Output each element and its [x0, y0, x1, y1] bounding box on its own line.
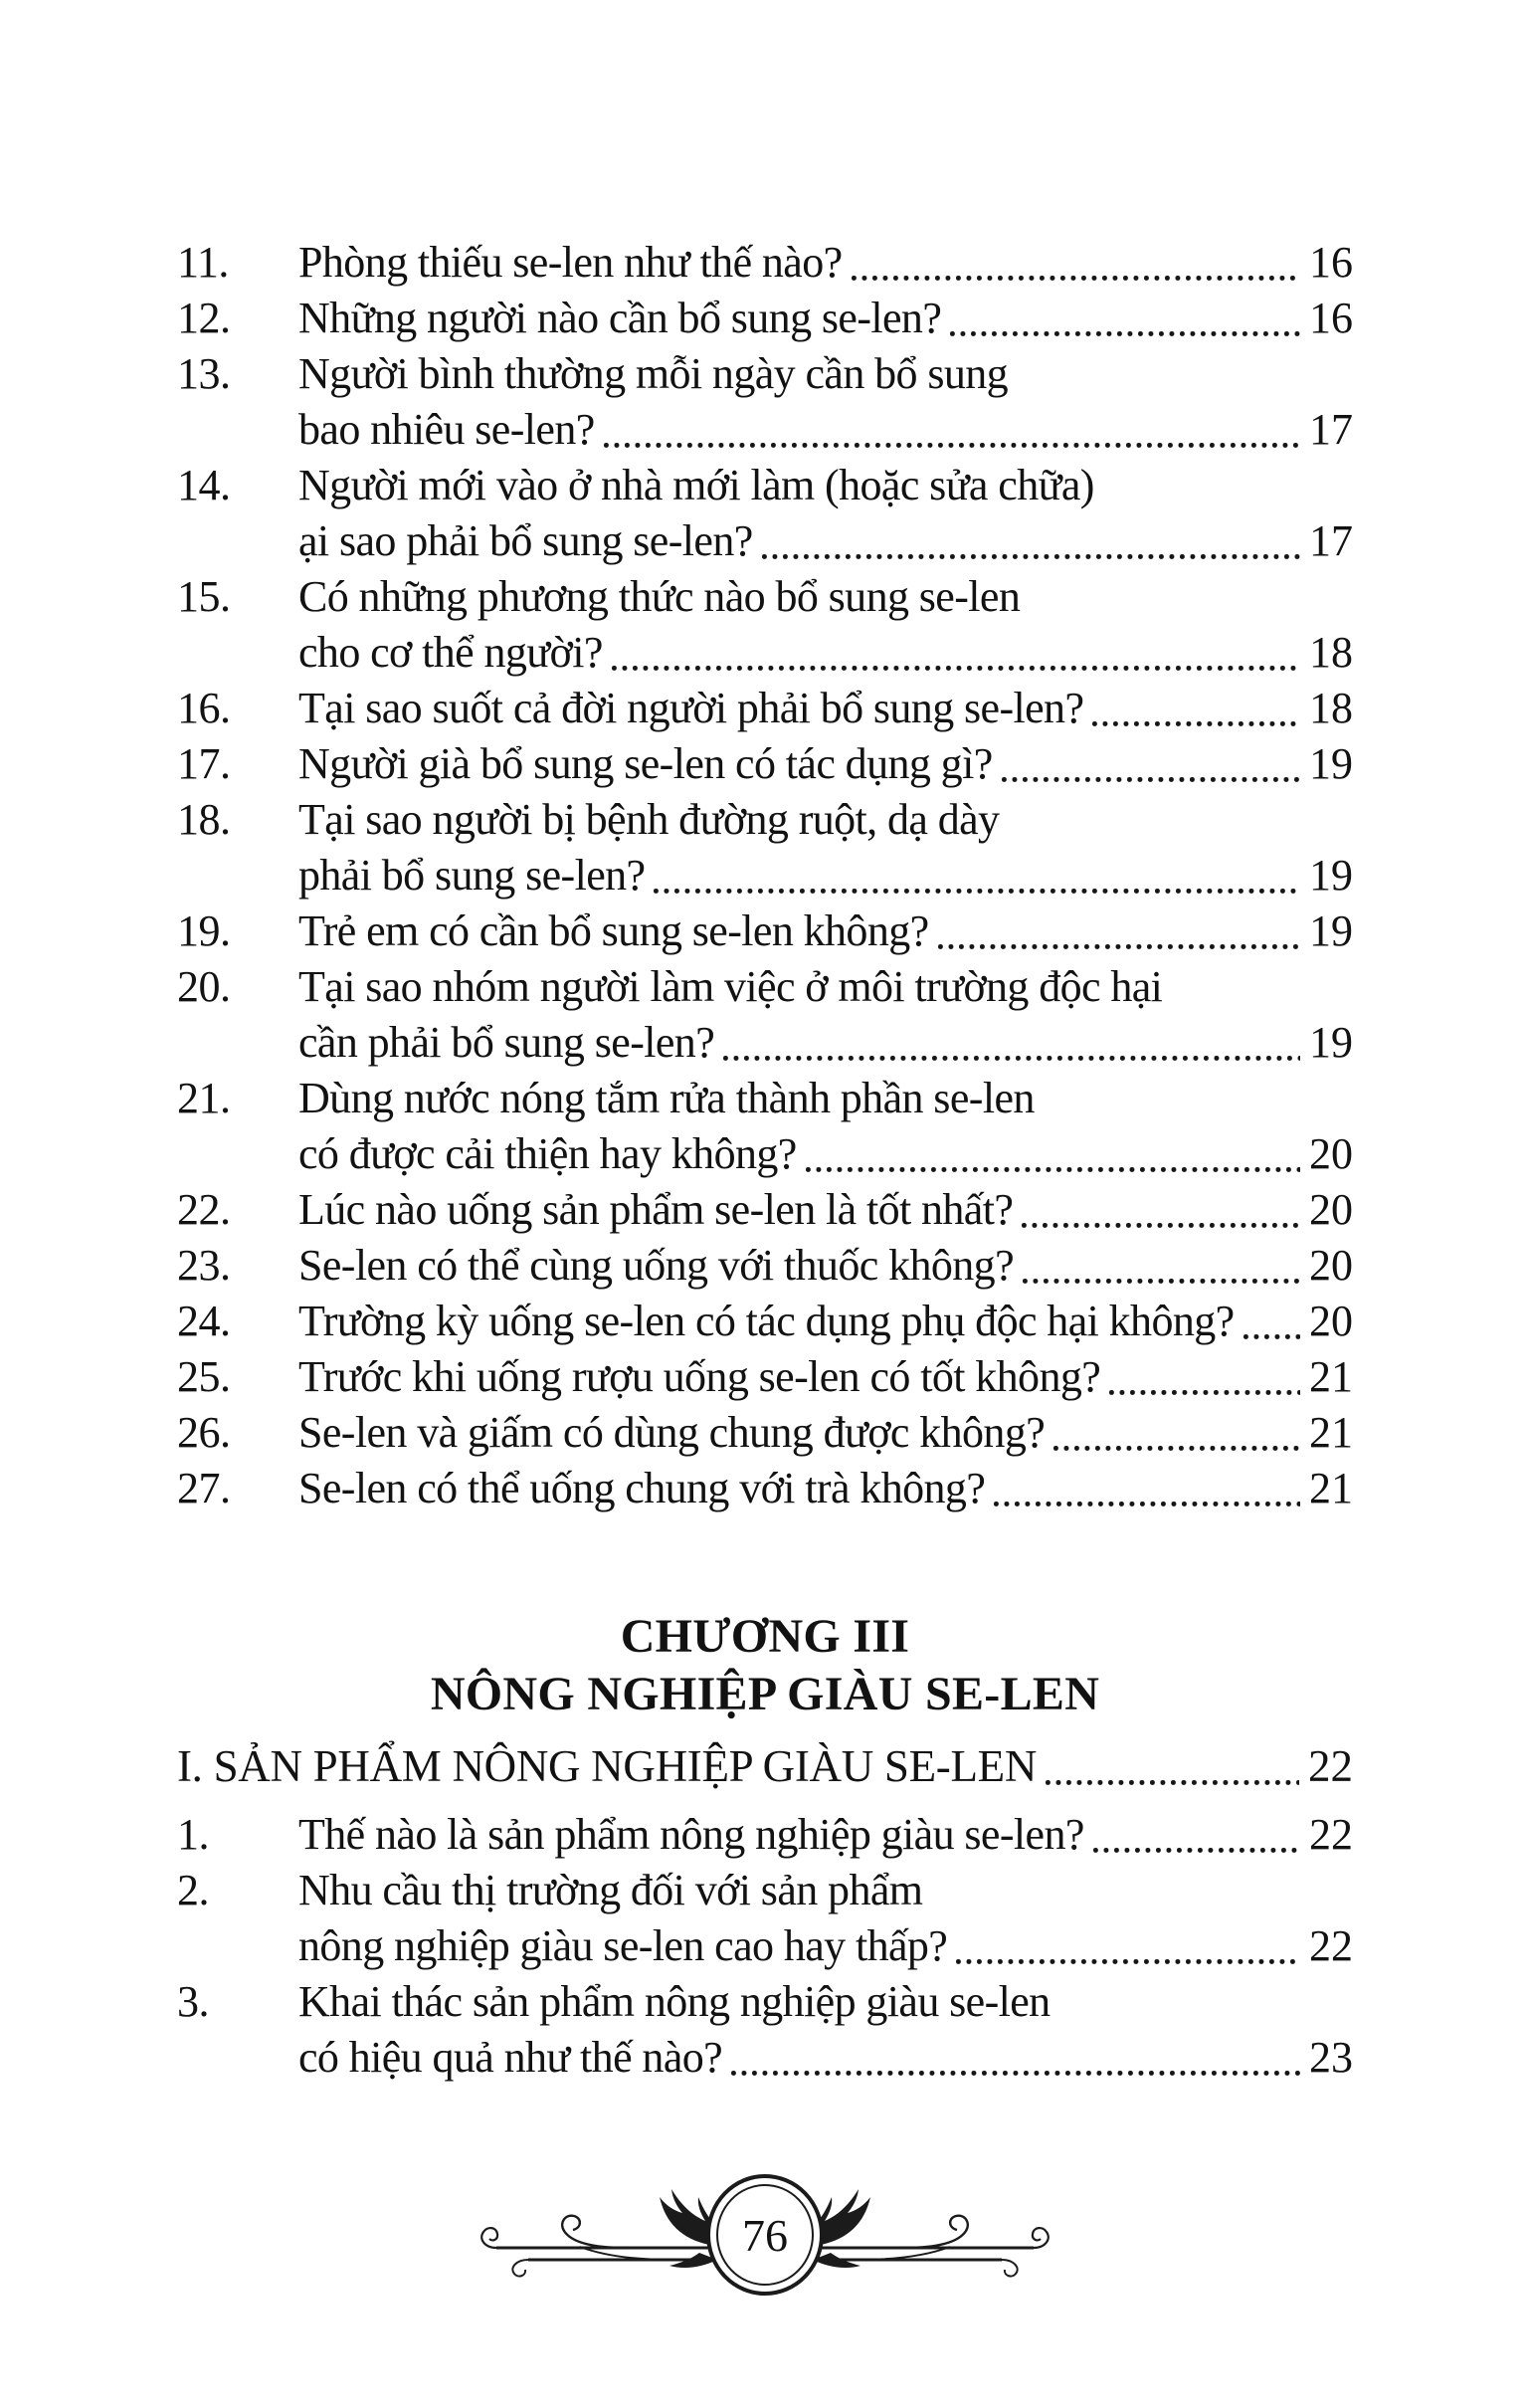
toc-entry	[177, 1182, 1353, 1238]
toc-entry-title: Trường kỳ uống se-len có tác dụng phụ độc hại không?	[298, 1297, 1235, 1345]
toc-entry-page: 23	[1309, 2033, 1353, 2082]
toc-entry	[177, 903, 1353, 959]
toc-entry-title: Người bình thường mỗi ngày cần bổ sung	[298, 349, 1009, 398]
toc-entry	[177, 1349, 1353, 1405]
section-heading: I. SẢN PHẨM NÔNG NGHIỆP GIÀU SE-LEN	[177, 1741, 1038, 1791]
toc-entry	[177, 736, 1353, 792]
dot-leader	[956, 1959, 1300, 1964]
toc-entry	[177, 959, 1353, 1071]
dot-leader	[1046, 1780, 1299, 1785]
toc-entry-number: 15.	[177, 572, 231, 621]
toc-entry-title: Có những phương thức nào bổ sung se-len	[298, 572, 1021, 621]
toc-entry-page: 17	[1309, 516, 1353, 565]
toc-entry	[177, 1071, 1353, 1182]
toc-entry-page: 18	[1309, 628, 1353, 677]
dot-leader	[1023, 1279, 1300, 1284]
toc-entry-number: 16.	[177, 684, 231, 732]
toc-entry-title: Se-len có thể cùng uống với thuốc không?	[298, 1241, 1014, 1290]
section-page: 22	[1308, 1741, 1353, 1791]
toc-entry-page: 20	[1309, 1241, 1353, 1290]
ornament-flourish	[477, 2173, 1053, 2297]
toc-entry	[177, 235, 1353, 291]
toc-entry-title: Se-len và giấm có dùng chung được không?	[298, 1408, 1046, 1457]
dot-leader	[1053, 1446, 1300, 1451]
toc-entry-title: Người già bổ sung se-len có tác dụng gì?	[298, 739, 993, 788]
chapter-heading	[177, 1608, 1353, 1723]
toc-entry-number: 19.	[177, 906, 231, 955]
toc-entry-title-line2: nông nghiệp giàu se-len cao hay thấp?	[298, 1921, 948, 1970]
toc-entry	[177, 681, 1353, 736]
toc-entry-title-line2: cần phải bổ sung se-len?	[298, 1018, 715, 1067]
toc-entry	[177, 1974, 1353, 2086]
toc-entry-number: 23.	[177, 1241, 231, 1290]
toc-entry-title-line2: có được cải thiện hay không?	[298, 1129, 797, 1178]
toc-entry-number: 12.	[177, 294, 231, 342]
toc-entry-page: 19	[1309, 1018, 1353, 1067]
dot-leader	[1092, 721, 1300, 726]
dot-leader	[938, 944, 1300, 949]
toc-entry	[177, 1461, 1353, 1516]
toc-entry-page: 16	[1309, 294, 1353, 342]
toc-entry	[177, 1238, 1353, 1294]
toc-entry	[177, 346, 1353, 458]
section-heading-row	[177, 1737, 1353, 1795]
toc-entry-number: 14.	[177, 461, 231, 509]
toc-entry-title: Phòng thiếu se-len như thế nào?	[298, 238, 843, 287]
toc-entry-number: 25.	[177, 1352, 231, 1401]
toc-entry-number: 11.	[177, 238, 229, 287]
dot-leader	[806, 1167, 1300, 1172]
toc-entry-number: 13.	[177, 349, 231, 398]
toc-entry-page: 19	[1309, 739, 1353, 788]
toc-entry-title: Tại sao suốt cả đời người phải bổ sung se-len?	[298, 684, 1084, 732]
toc-entry-title: Nhu cầu thị trường đối với sản phẩm	[298, 1866, 923, 1914]
dot-leader	[1022, 1223, 1300, 1228]
toc-entry	[177, 1294, 1353, 1349]
toc-entry-number: 17.	[177, 739, 231, 788]
toc-entry-title-line2: cho cơ thể người?	[298, 628, 603, 677]
toc-entry-page: 21	[1309, 1464, 1353, 1512]
toc-entry	[177, 1807, 1353, 1863]
dot-leader	[612, 666, 1300, 671]
toc-entry-page: 19	[1309, 906, 1353, 955]
toc-entry	[177, 1405, 1353, 1461]
toc-entry-title: Người mới vào ở nhà mới làm (hoặc sửa chữa)	[298, 461, 1094, 509]
toc-entry-title: Dùng nước nóng tắm rửa thành phần se-len	[298, 1074, 1035, 1122]
toc-entry-page: 17	[1309, 405, 1353, 454]
toc-list	[177, 235, 1353, 1516]
toc-entry-title-line2: có hiệu quả như thế nào?	[298, 2033, 723, 2082]
toc-entry	[177, 458, 1353, 569]
dot-leader	[1093, 1848, 1300, 1853]
toc-entry-number: 18.	[177, 795, 231, 844]
toc-entry-title: Khai thác sản phẩm nông nghiệp giàu se-len	[298, 1977, 1051, 2026]
toc-entry-number: 21.	[177, 1074, 231, 1122]
toc-entry	[177, 1863, 1353, 1974]
toc-entry-page: 20	[1309, 1297, 1353, 1345]
toc-entry-page: 18	[1309, 684, 1353, 732]
toc-entry-page: 20	[1309, 1129, 1353, 1178]
chapter-kicker: CHƯƠNG III	[620, 1610, 910, 1663]
toc-entry-page: 16	[1309, 238, 1353, 287]
toc-entry-number: 27.	[177, 1464, 231, 1512]
section-item-list	[177, 1807, 1353, 2086]
toc-entry	[177, 792, 1353, 903]
chapter-title: NÔNG NGHIỆP GIÀU SE-LEN	[430, 1668, 1100, 1720]
toc-entry-title-line2: phải bổ sung se-len?	[298, 851, 646, 900]
dot-leader	[762, 554, 1300, 559]
toc-entry-title: Tại sao người bị bệnh đường ruột, dạ dày	[298, 795, 1000, 844]
dot-leader	[654, 889, 1300, 894]
toc-entry-number: 22.	[177, 1185, 231, 1234]
toc-entry-title: Lúc nào uống sản phẩm se-len là tốt nhất?	[298, 1185, 1014, 1234]
toc-entry-title-line2: bao nhiêu se-len?	[298, 405, 595, 454]
dot-leader	[604, 443, 1300, 448]
dot-leader	[731, 2071, 1300, 2076]
toc-entry-title: Se-len có thể uống chung với trà không?	[298, 1464, 986, 1512]
toc-entry-title: Tại sao nhóm người làm việc ở môi trường độc hại	[298, 962, 1163, 1011]
toc-entry-number: 1.	[177, 1810, 209, 1859]
toc-entry-number: 20.	[177, 962, 231, 1011]
toc-entry-number: 24.	[177, 1297, 231, 1345]
toc-entry-page: 20	[1309, 1185, 1353, 1234]
footer-ornament	[177, 2173, 1353, 2297]
dot-leader	[950, 331, 1300, 336]
dot-leader	[1109, 1390, 1300, 1395]
toc-entry-title: Những người nào cần bổ sung se-len?	[298, 294, 942, 342]
dot-leader	[1002, 777, 1300, 782]
toc-entry-title-line2: ại sao phải bổ sung se-len?	[298, 516, 753, 565]
toc-entry-number: 3.	[177, 1977, 209, 2026]
toc-entry-title: Trẻ em có cần bổ sung se-len không?	[298, 906, 929, 955]
dot-leader	[1243, 1334, 1300, 1339]
toc-entry-page: 19	[1309, 851, 1353, 900]
toc-entry	[177, 291, 1353, 346]
toc-entry-title: Thế nào là sản phẩm nông nghiệp giàu se-len?	[298, 1810, 1084, 1859]
dot-leader	[994, 1502, 1300, 1506]
toc-entry-number: 26.	[177, 1408, 231, 1457]
toc-entry-number: 2.	[177, 1866, 209, 1914]
toc-entry-page: 22	[1309, 1810, 1353, 1859]
toc-entry-title: Trước khi uống rượu uống se-len có tốt không?	[298, 1352, 1101, 1401]
toc-entry	[177, 569, 1353, 681]
toc-entry-page: 21	[1309, 1408, 1353, 1457]
dot-leader	[723, 1056, 1300, 1061]
toc-entry-page: 22	[1309, 1921, 1353, 1970]
footer-page-number: 76	[742, 2210, 788, 2261]
toc-entry-page: 21	[1309, 1352, 1353, 1401]
dot-leader	[852, 276, 1300, 281]
